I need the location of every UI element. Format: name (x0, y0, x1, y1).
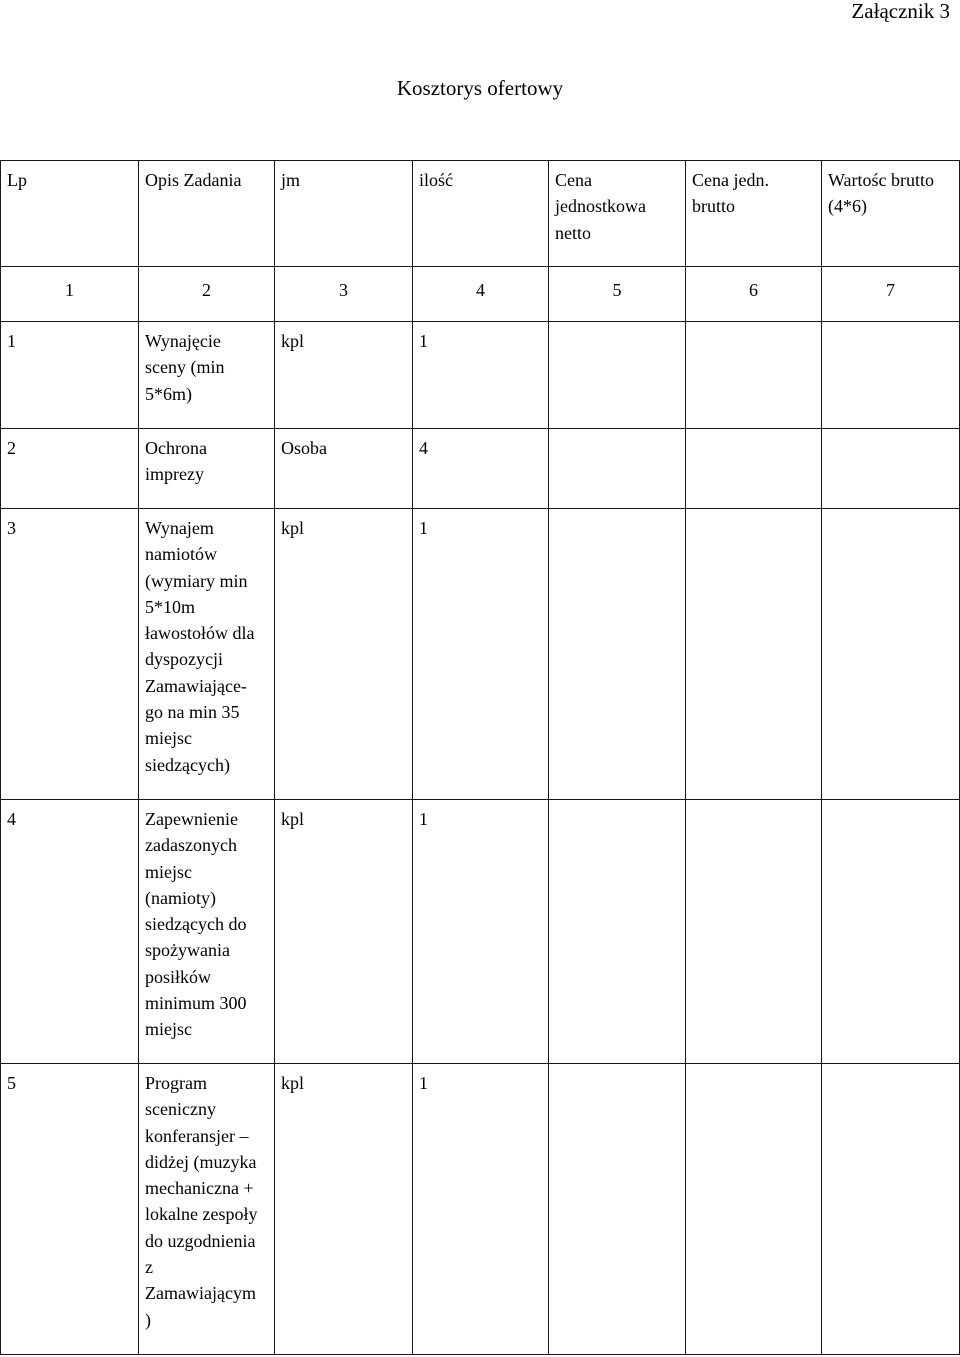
row-gross-value[interactable] (822, 800, 960, 1064)
row-gross-unit-price[interactable] (686, 800, 822, 1064)
row-lp: 4 (1, 800, 139, 1064)
row-description: Zapewnienie zadaszonych miejsc (namioty) siedzących do spożywania posiłków minimum 300 miejsc (139, 800, 275, 1064)
col-header-gross-unit-price: Cena jedn. brutto (686, 161, 822, 267)
row-net-unit-price[interactable] (549, 429, 686, 509)
row-net-unit-price[interactable] (549, 1064, 686, 1355)
row-net-unit-price[interactable] (549, 800, 686, 1064)
row-lp: 5 (1, 1064, 139, 1355)
row-gross-unit-price[interactable] (686, 1064, 822, 1355)
column-number: 3 (275, 267, 413, 322)
row-unit: kpl (275, 1064, 413, 1355)
row-unit: Osoba (275, 429, 413, 509)
col-header-description: Opis Zadania (139, 161, 275, 267)
col-header-unit: jm (275, 161, 413, 267)
column-number: 4 (413, 267, 549, 322)
row-quantity: 1 (413, 800, 549, 1064)
row-unit: kpl (275, 800, 413, 1064)
column-number-row (1, 267, 960, 322)
column-number: 1 (1, 267, 139, 322)
column-number: 7 (822, 267, 960, 322)
column-number: 5 (549, 267, 686, 322)
table-row (1, 800, 960, 1064)
row-description: Ochrona imprezy (139, 429, 275, 509)
col-header-net-unit-price: Cena jednostkowa netto (549, 161, 686, 267)
col-header-quantity: ilość (413, 161, 549, 267)
table-row (1, 429, 960, 509)
row-quantity: 1 (413, 509, 549, 800)
row-quantity: 1 (413, 1064, 549, 1355)
col-header-gross-value: Wartośc brutto (4*6) (822, 161, 960, 267)
row-gross-unit-price[interactable] (686, 322, 822, 429)
row-gross-unit-price[interactable] (686, 509, 822, 800)
row-unit: kpl (275, 322, 413, 429)
annex-label: Załącznik 3 (851, 0, 950, 23)
row-quantity: 1 (413, 322, 549, 429)
table-row (1, 322, 960, 429)
row-gross-value[interactable] (822, 1064, 960, 1355)
row-net-unit-price[interactable] (549, 509, 686, 800)
row-gross-value[interactable] (822, 322, 960, 429)
col-header-lp: Lp (1, 161, 139, 267)
row-description: Program sceniczny konferansjer – didżej (muzyka mechaniczna + lokalne zespoły do uzgodnienia z Zamawiającym ) (139, 1064, 275, 1355)
document-title: Kosztorys ofertowy (396, 76, 564, 100)
row-lp: 3 (1, 509, 139, 800)
row-lp: 2 (1, 429, 139, 509)
column-number: 6 (686, 267, 822, 322)
cost-estimate-table (0, 160, 960, 1355)
row-lp: 1 (1, 322, 139, 429)
column-number: 2 (139, 267, 275, 322)
row-description: Wynajęcie sceny (min 5*6m) (139, 322, 275, 429)
table-row (1, 1064, 960, 1355)
row-unit: kpl (275, 509, 413, 800)
row-gross-value[interactable] (822, 509, 960, 800)
table-row (1, 509, 960, 800)
row-quantity: 4 (413, 429, 549, 509)
header-row (1, 161, 960, 267)
row-description: Wynajem namiotów (wymiary min 5*10m ławostołów dla dyspozycji Zamawiające- go na min 35 miejsc siedzących) (139, 509, 275, 800)
row-gross-unit-price[interactable] (686, 429, 822, 509)
row-net-unit-price[interactable] (549, 322, 686, 429)
row-gross-value[interactable] (822, 429, 960, 509)
